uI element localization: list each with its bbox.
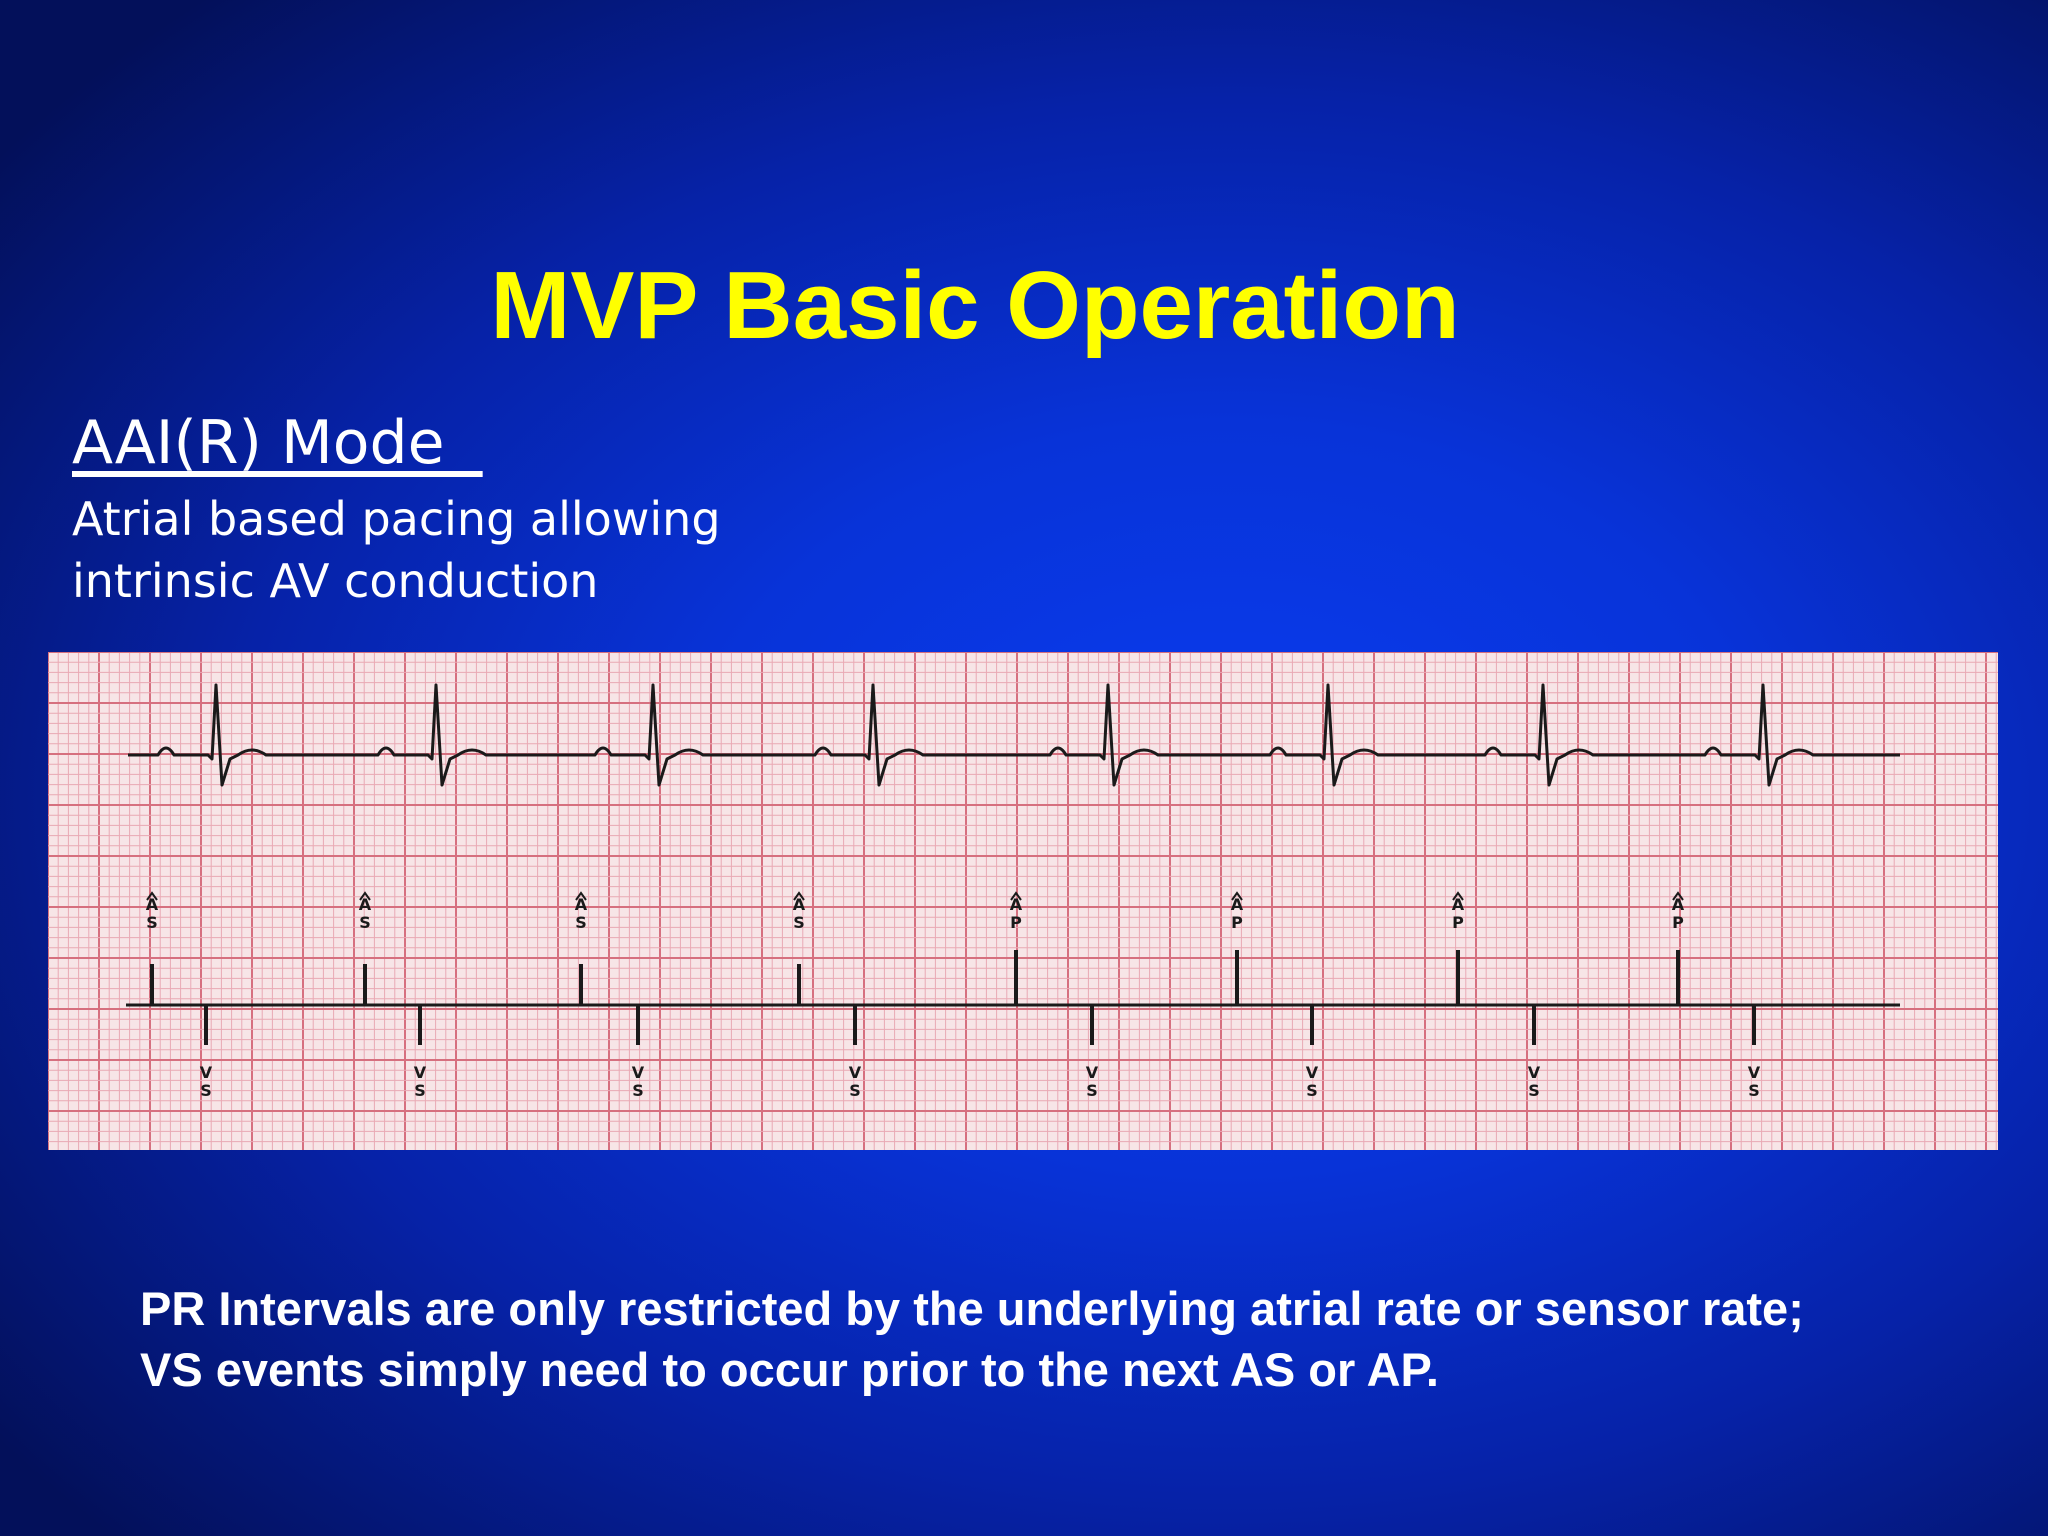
mode-title: AAI(R) Mode: [72, 408, 483, 478]
marker-label: A: [1009, 895, 1023, 914]
marker-label: V: [1527, 1063, 1541, 1082]
mode-description-line: intrinsic AV conduction: [72, 554, 599, 608]
marker-label: P: [1010, 913, 1022, 932]
marker-label: V: [1085, 1063, 1099, 1082]
ecg-diagram: [48, 652, 1998, 1150]
mode-description-line: Atrial based pacing allowing: [72, 492, 721, 546]
marker-label: S: [632, 1081, 644, 1100]
marker-label: P: [1231, 913, 1243, 932]
marker-label: A: [1671, 895, 1685, 914]
marker-label: S: [1528, 1081, 1540, 1100]
marker-label: V: [848, 1063, 862, 1082]
marker-label: V: [413, 1063, 427, 1082]
marker-label: V: [1305, 1063, 1319, 1082]
footer-line: PR Intervals are only restricted by the underlying atrial rate or sensor rate;: [140, 1282, 1804, 1335]
marker-label: A: [574, 895, 588, 914]
marker-label: A: [1451, 895, 1465, 914]
ecg-trace: [128, 685, 1900, 785]
marker-label: S: [146, 913, 158, 932]
marker-label: S: [200, 1081, 212, 1100]
marker-label: P: [1672, 913, 1684, 932]
marker-label: S: [1748, 1081, 1760, 1100]
marker-label: S: [1086, 1081, 1098, 1100]
marker-label: S: [359, 913, 371, 932]
marker-label: S: [849, 1081, 861, 1100]
marker-label: A: [145, 895, 159, 914]
ecg-strip: [48, 652, 1998, 1150]
marker-label: S: [793, 913, 805, 932]
marker-label: A: [1230, 895, 1244, 914]
mode-block: [72, 410, 721, 612]
marker-label: S: [575, 913, 587, 932]
marker-label: V: [631, 1063, 645, 1082]
marker-label: S: [1306, 1081, 1318, 1100]
ecg-grid: [48, 652, 1998, 1150]
footer-note: [140, 1278, 2020, 1400]
marker-label: A: [792, 895, 806, 914]
marker-label: S: [414, 1081, 426, 1100]
slide-title: MVP Basic Operation: [490, 252, 1460, 359]
marker-channel: [146, 893, 1761, 1100]
marker-label: V: [199, 1063, 213, 1082]
footer-line: VS events simply need to occur prior to the next AS or AP.: [140, 1343, 1439, 1396]
marker-label: P: [1452, 913, 1464, 932]
marker-label: V: [1747, 1063, 1761, 1082]
mode-description: [72, 488, 721, 612]
marker-label: A: [358, 895, 372, 914]
